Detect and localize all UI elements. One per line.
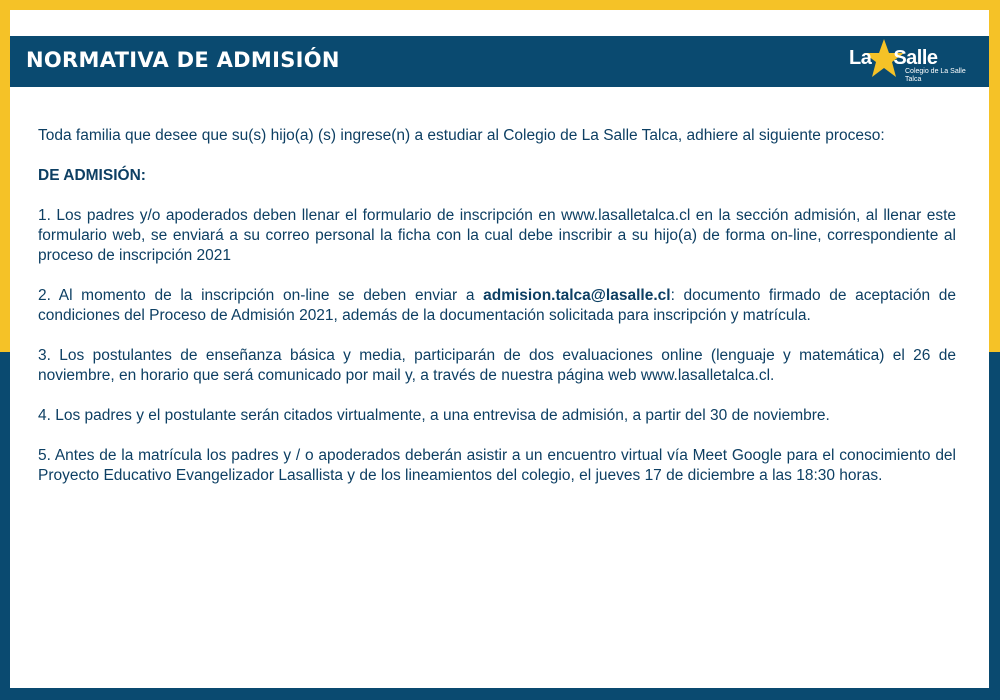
logo-wordmark bbox=[849, 47, 938, 70]
item-2-after: : documento firmado de aceptación de condiciones del Proceso de Admisión 2021, además de la documentación solicitada para inscripción y matrícula. bbox=[38, 287, 957, 324]
item-2 bbox=[38, 286, 956, 326]
item-1: 1. Los padres y/o apoderados deben llenar el formulario de inscripción en www.lasalletalca.cl en la sección admisión, al llenar este formulario web, se enviará a su correo personal la ficha con la cual debe inscribir a su hijo(a) de forma on-line, correspondiente al proceso de inscripción 2021 bbox=[38, 207, 956, 264]
logo-sub-line1: Colegio de La Salle bbox=[905, 68, 966, 75]
intro-paragraph: Toda familia que desee que su(s) hijo(a) (s) ingrese(n) a estudiar al Colegio de La Salle Talca, adhiere al siguiente proceso: bbox=[38, 127, 885, 144]
logo-la: La bbox=[849, 47, 872, 69]
admission-email: admision.talca@lasalle.cl bbox=[483, 287, 671, 304]
logo-subtitle bbox=[905, 68, 966, 84]
logo-sub-line2: Talca bbox=[905, 76, 922, 83]
section-heading: DE ADMISIÓN: bbox=[38, 167, 146, 184]
logo-salle: Salle bbox=[893, 47, 938, 69]
item-2-before: 2. Al momento de la inscripción on-line se deben enviar a bbox=[38, 287, 484, 304]
item-4: 4. Los padres y el postulante serán citados virtualmente, a una entrevisa de admisión, a partir del 30 de noviembre. bbox=[38, 407, 830, 424]
la-salle-logo bbox=[839, 36, 969, 87]
item-3: 3. Los postulantes de enseñanza básica y media, participarán de dos evaluaciones online (lenguaje y matemática) el 26 de noviembre, en horario que será comunicado por mail y, a través de nuestra página web www.lasalletalca.cl. bbox=[38, 347, 956, 384]
page-title: NORMATIVA DE ADMISIÓN bbox=[26, 48, 340, 72]
admission-text bbox=[38, 126, 956, 506]
item-5: 5. Antes de la matrícula los padres y / o apoderados deberán asistir a un encuentro virtual vía Meet Google para el conocimiento del Proyecto Educativo Evangelizador Lasallista y de los lineamientos del colegio, el jueves 17 de diciembre a las 18:30 horas. bbox=[38, 447, 956, 484]
header-bar bbox=[10, 36, 989, 87]
